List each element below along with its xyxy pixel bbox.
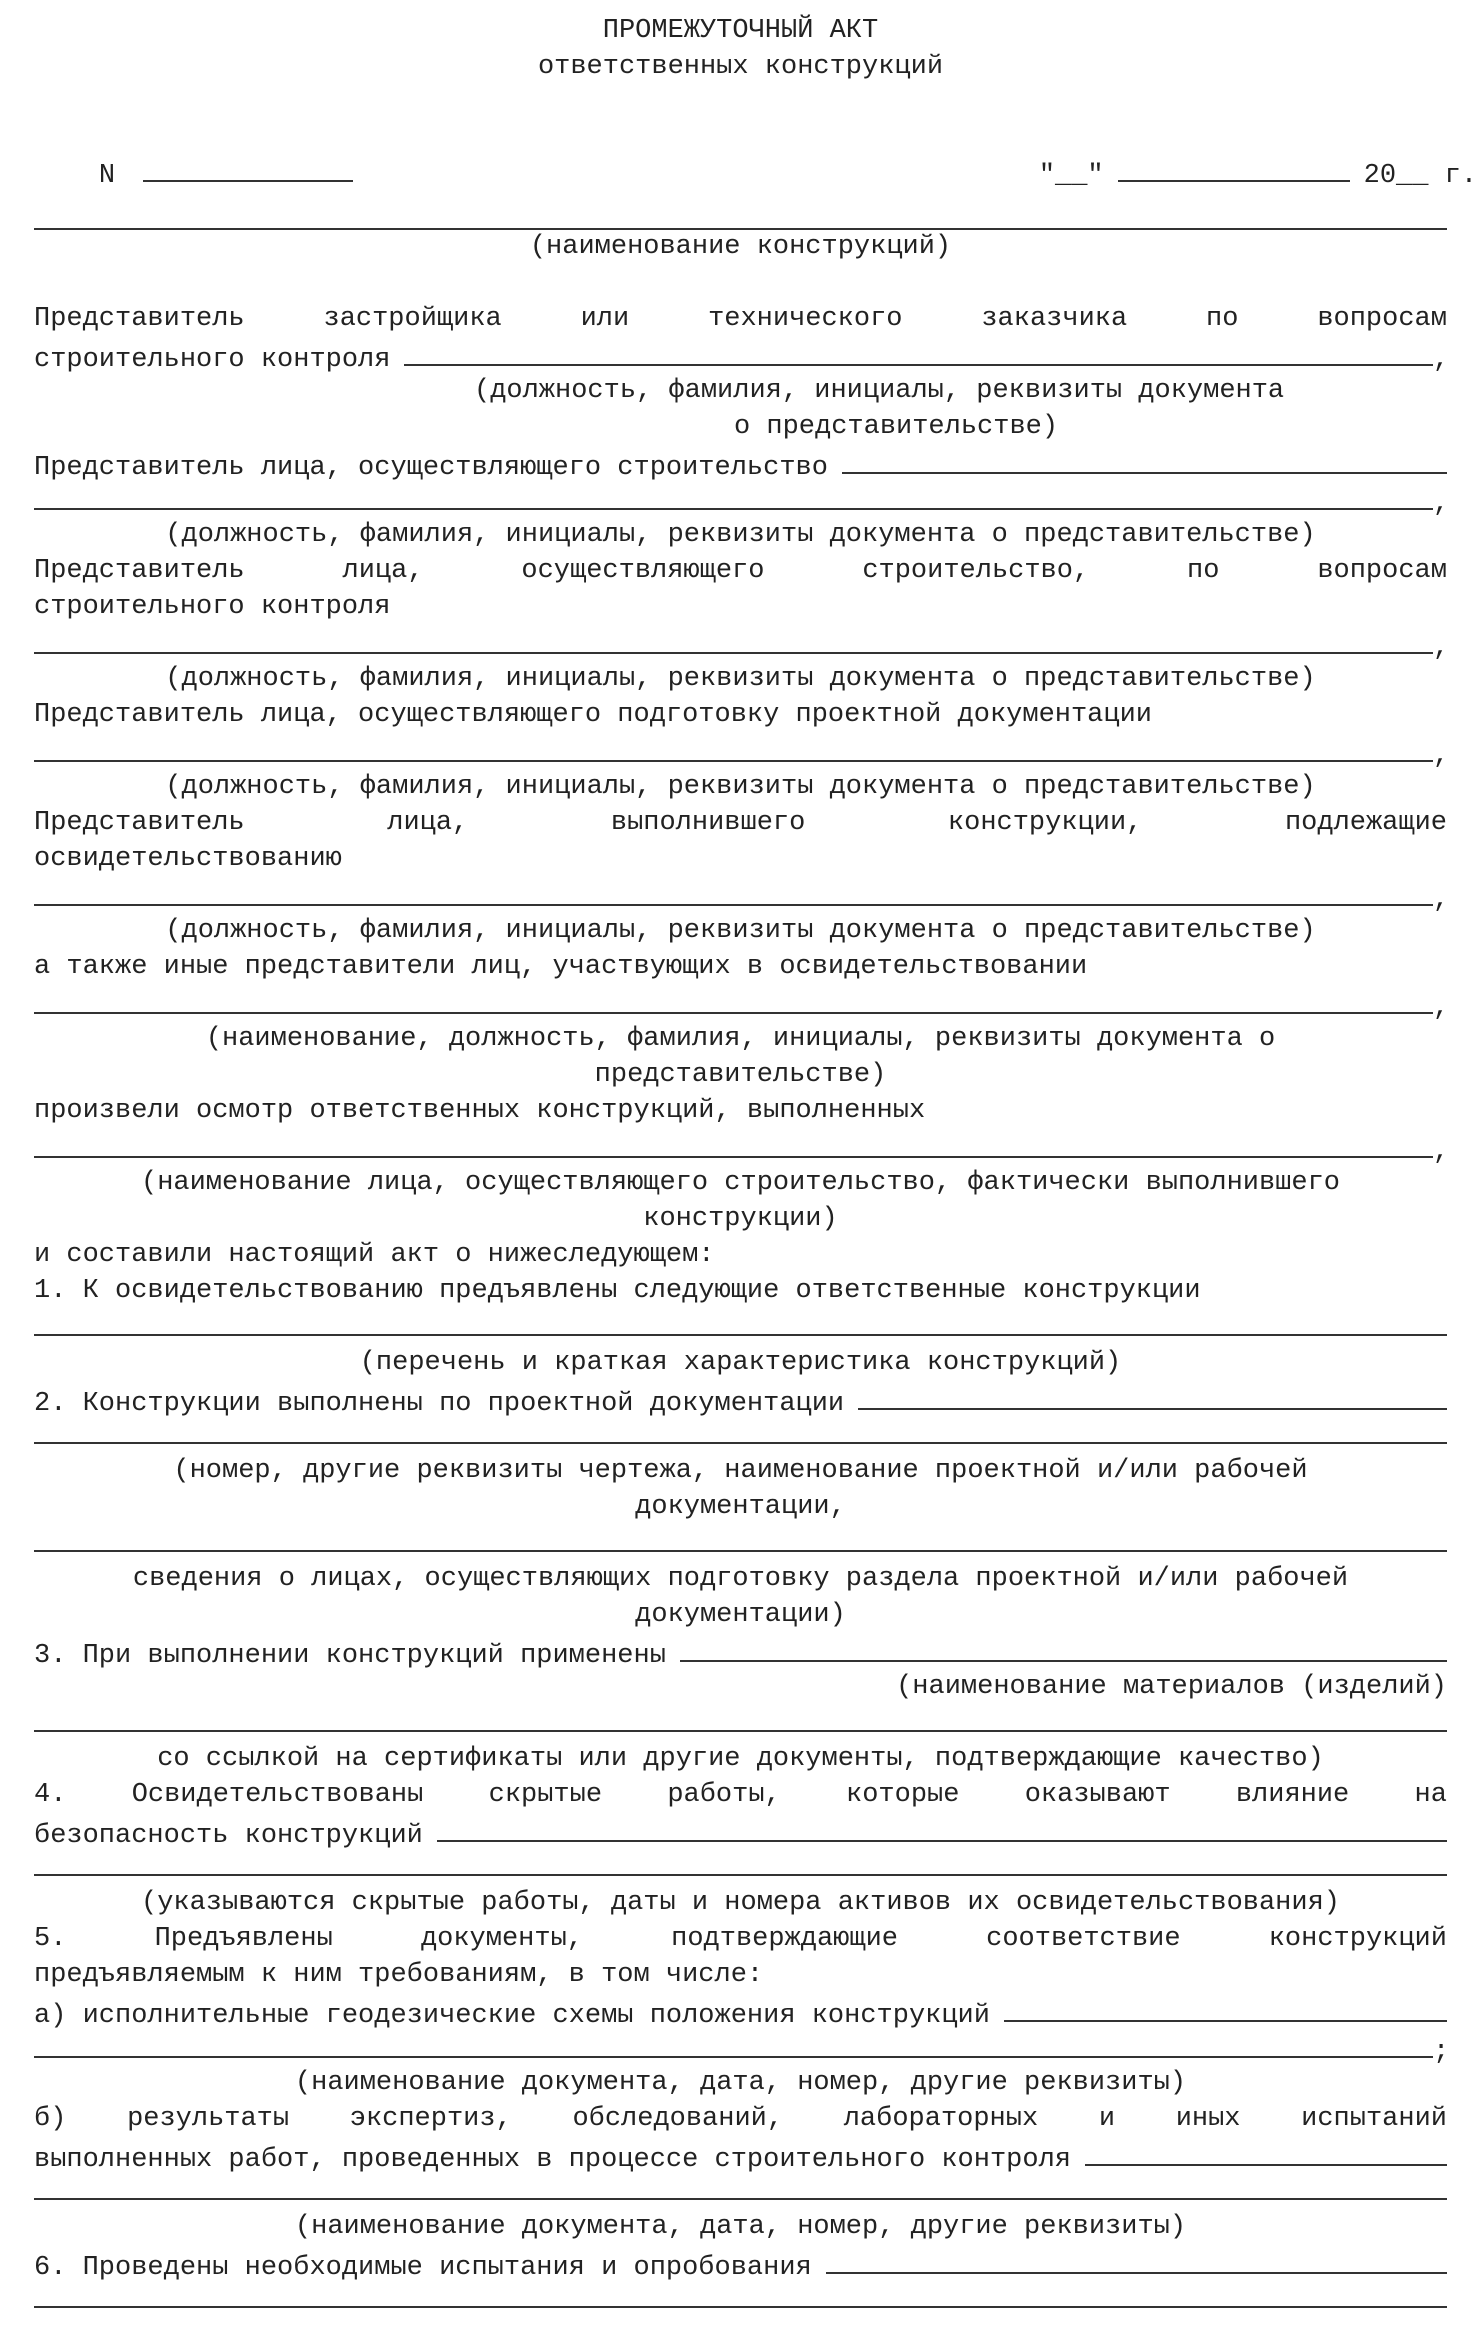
item-6: 6. Проведены необходимые испытания и опробования bbox=[34, 2246, 1447, 2282]
act-number bbox=[34, 120, 353, 191]
caption-item-3-a: (наименование материалов (изделий) bbox=[896, 1672, 1447, 1702]
number-label: N bbox=[98, 160, 116, 191]
caption-docs-b: (наименование документа, дата, номер, другие реквизиты) bbox=[294, 2212, 1187, 2242]
caption-position-builder: (должность, фамилия, инициалы, реквизиты документа о представительстве) bbox=[165, 520, 1316, 550]
item-2: 2. Конструкции выполнены по проектной документации bbox=[34, 1382, 1447, 1418]
item-2-blank-2 bbox=[34, 1550, 1447, 1552]
inspected-blank: , bbox=[34, 1130, 1447, 1166]
caption-item-2-d: документации) bbox=[635, 1600, 846, 1630]
performer-rep-blank: , bbox=[34, 878, 1447, 914]
act-document bbox=[34, 0, 1478, 2341]
item-3-blank bbox=[34, 1730, 1447, 1732]
item-5b-line1: б) результаты экспертиз, обследований, лабораторных и иных испытаний bbox=[34, 2104, 1447, 2134]
caption-constructions: (наименование конструкций) bbox=[529, 232, 952, 262]
caption-others-b: представительстве) bbox=[594, 1060, 887, 1090]
item-5b-line2: выполненных работ, проведенных в процессе строительного контроля bbox=[34, 2138, 1447, 2174]
caption-position-a: (должность, фамилия, инициалы, реквизиты документа bbox=[474, 376, 1285, 406]
item-5a: а) исполнительные геодезические схемы положения конструкций bbox=[34, 1994, 1447, 2030]
builder-ctrl-rep-line2: строительного контроля bbox=[34, 592, 391, 622]
inspected-line: произвели осмотр ответственных конструкций, выполненных bbox=[34, 1096, 926, 1126]
doc-title: ПРОМЕЖУТОЧНЫЙ АКТ bbox=[602, 16, 879, 46]
caption-item-1: (перечень и краткая характеристика конструкций) bbox=[359, 1348, 1122, 1378]
developer-rep-line1: Представитель застройщика или технического заказчика по вопросам bbox=[34, 304, 1447, 334]
number-blank bbox=[143, 156, 353, 182]
performer-rep-line1: Представитель лица, выполнившего конструкции, подлежащие bbox=[34, 808, 1447, 838]
caption-position-builder-ctrl: (должность, фамилия, инициалы, реквизиты документа о представительстве) bbox=[165, 664, 1316, 694]
item-1-blank bbox=[34, 1334, 1447, 1336]
item-2-blank bbox=[34, 1442, 1447, 1444]
developer-rep-line2: строительного контроля , bbox=[34, 338, 1447, 374]
caption-item-2-c: сведения о лицах, осуществляющих подготовку раздела проектной и/или рабочей bbox=[132, 1564, 1349, 1594]
builder-rep-blank: , bbox=[34, 482, 1447, 518]
item-4-blank bbox=[34, 1874, 1447, 1876]
others-rep-line: а также иные представители лиц, участвующих в освидетельствовании bbox=[34, 952, 1088, 982]
designer-rep-blank: , bbox=[34, 734, 1447, 770]
item-5-line1: 5. Предъявлены документы, подтверждающие соответствие конструкций bbox=[34, 1924, 1447, 1954]
others-rep-blank: , bbox=[34, 986, 1447, 1022]
date-month-blank bbox=[1118, 156, 1350, 182]
item-5-line2: предъявляемым к ним требованиям, в том числе: bbox=[34, 1960, 764, 1990]
caption-docs-a: (наименование документа, дата, номер, другие реквизиты) bbox=[294, 2068, 1187, 2098]
item-4-line1: 4. Освидетельствованы скрытые работы, которые оказывают влияние на bbox=[34, 1780, 1447, 1810]
designer-rep-line: Представитель лица, осуществляющего подготовку проектной документации bbox=[34, 700, 1152, 730]
caption-position-performer: (должность, фамилия, инициалы, реквизиты документа о представительстве) bbox=[165, 916, 1316, 946]
item-1: 1. К освидетельствованию предъявлены следующие ответственные конструкции bbox=[34, 1276, 1201, 1306]
builder-ctrl-rep-line1: Представитель лица, осуществляющего строительство, по вопросам bbox=[34, 556, 1447, 586]
act-date bbox=[974, 120, 1478, 191]
item-4-line2: безопасность конструкций bbox=[34, 1814, 1447, 1850]
caption-item-4: (указываются скрытые работы, даты и номера активов их освидетельствования) bbox=[141, 1888, 1340, 1918]
item-6-blank bbox=[34, 2306, 1447, 2308]
caption-position-designer: (должность, фамилия, инициалы, реквизиты документа о представительстве) bbox=[165, 772, 1316, 802]
item-3: 3. При выполнении конструкций применены bbox=[34, 1634, 1447, 1670]
caption-performer-b: конструкции) bbox=[643, 1204, 838, 1234]
caption-item-3-b: со ссылкой на сертификаты или другие документы, подтверждающие качество) bbox=[157, 1744, 1324, 1774]
caption-others-a: (наименование, должность, фамилия, инициалы, реквизиты документа о bbox=[205, 1024, 1276, 1054]
item-5b-blank bbox=[34, 2198, 1447, 2200]
performer-rep-line2: освидетельствованию bbox=[34, 844, 342, 874]
caption-position-b: о представительстве) bbox=[734, 412, 1059, 442]
item-5a-blank: ; bbox=[34, 2030, 1447, 2066]
caption-performer-a: (наименование лица, осуществляющего строительство, фактически выполнившего bbox=[141, 1168, 1340, 1198]
builder-ctrl-rep-blank: , bbox=[34, 626, 1447, 662]
caption-item-2-a: (номер, другие реквизиты чертежа, наименование проектной и/или рабочей bbox=[173, 1456, 1308, 1486]
composed-line: и составили настоящий акт о нижеследующем: bbox=[34, 1240, 715, 1270]
doc-subtitle: ответственных конструкций bbox=[537, 52, 944, 82]
caption-item-2-b: документации, bbox=[635, 1492, 846, 1522]
builder-rep-line: Представитель лица, осуществляющего строительство bbox=[34, 446, 1447, 482]
date-year: 20__ г. bbox=[1363, 160, 1478, 191]
date-day: "__" bbox=[1038, 160, 1104, 191]
